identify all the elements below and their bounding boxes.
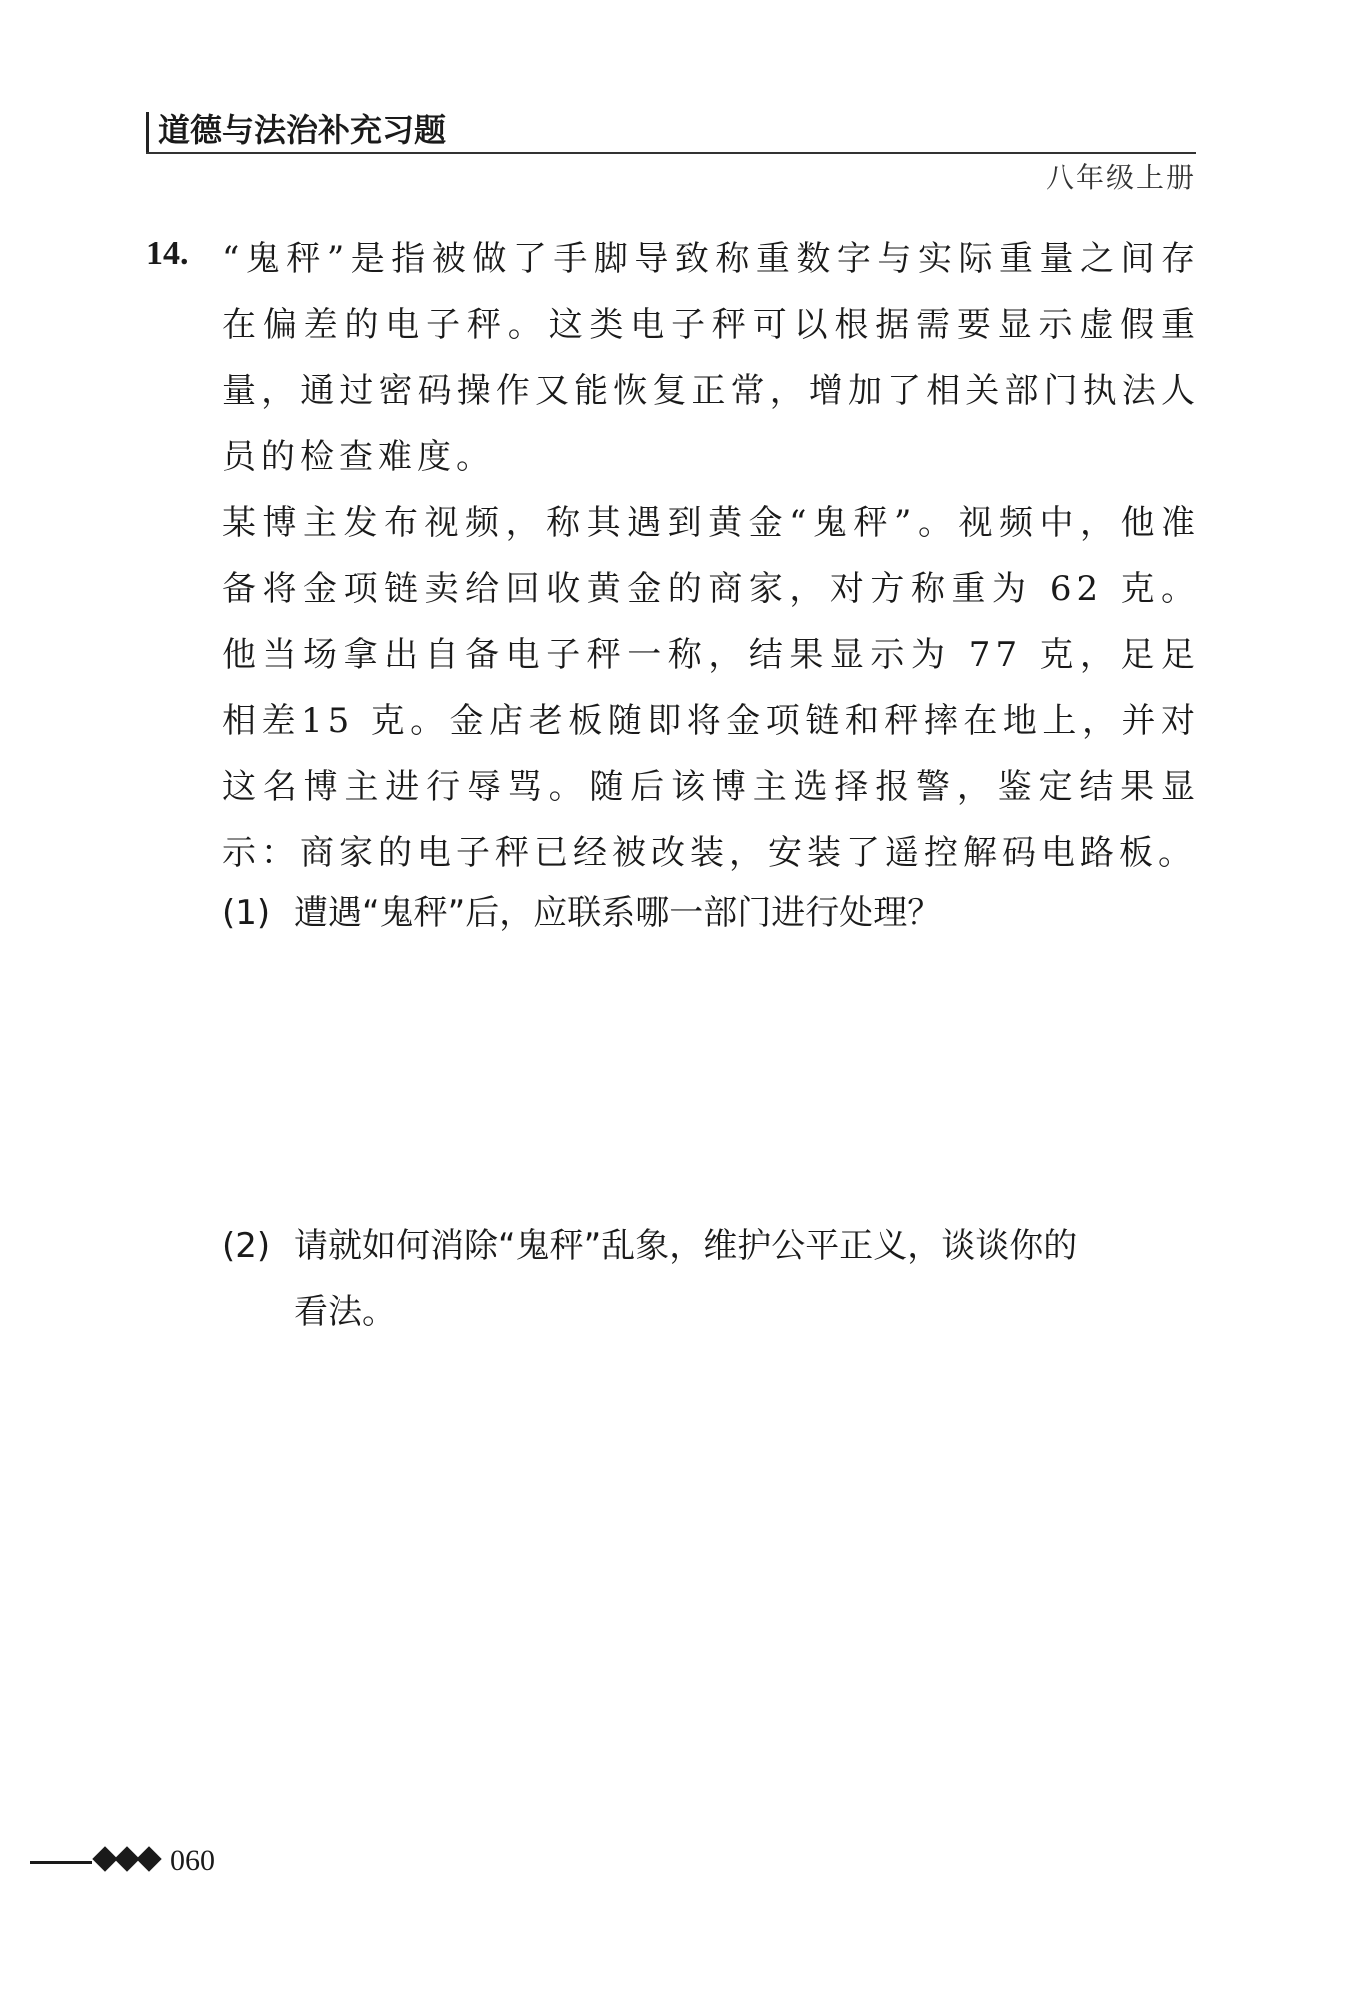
footer-rule <box>30 1861 92 1864</box>
stem-paragraph: “鬼秤”是指被做了手脚导致称重数字与实际重量之间存在偏差的电子秤。这类电子秤可以根据需要显示虚假重量，通过密码操作又能恢复正常，增加了相关部门执法人员的检查难度。 <box>222 239 1200 477</box>
stem-paragraph: 某博主发布视频，称其遇到黄金“鬼秤”。视频中，他准备将金项链卖给回收黄金的商家，对方称重为 62 克。他当场拿出自备电子秤一称，结果显示为 77 克，足足相差15 克。金店老板随即将金项链和秤摔在地上，并对这名博主进行辱骂。随后该博主选择报警，鉴定结果显示：商家的电子秤已经被改装，安装了遥控解码电路板。 <box>222 503 1200 873</box>
sub-question-text-continued: 看法。 <box>294 1292 396 1332</box>
sub-question-text: 请就如何消除“鬼秤”乱象，维护公平正义，谈谈你的 <box>294 1226 1078 1266</box>
question-number: 14. <box>146 235 189 272</box>
diamond-icon <box>136 1846 161 1871</box>
book-title: 道德与法治补充习题 <box>158 111 447 149</box>
header-rule <box>146 152 1196 154</box>
question-stem <box>222 226 1200 886</box>
answer-space-2[interactable] <box>222 1340 1200 1820</box>
header-side-bar <box>146 112 149 154</box>
page-number: 060 <box>170 1844 215 1877</box>
sub-question-2 <box>222 1213 1200 1345</box>
running-header <box>146 108 1196 154</box>
grade-label: 八年级上册 <box>1045 161 1196 194</box>
page-footer <box>30 1842 330 1882</box>
answer-space-1[interactable] <box>222 950 1200 1200</box>
sub-question-number: (2) <box>222 1226 271 1266</box>
sub-question-1 <box>222 880 1200 946</box>
sub-question-text: 遭遇“鬼秤”后，应联系哪一部门进行处理？ <box>294 893 942 933</box>
sub-question-number: (1) <box>222 893 271 933</box>
